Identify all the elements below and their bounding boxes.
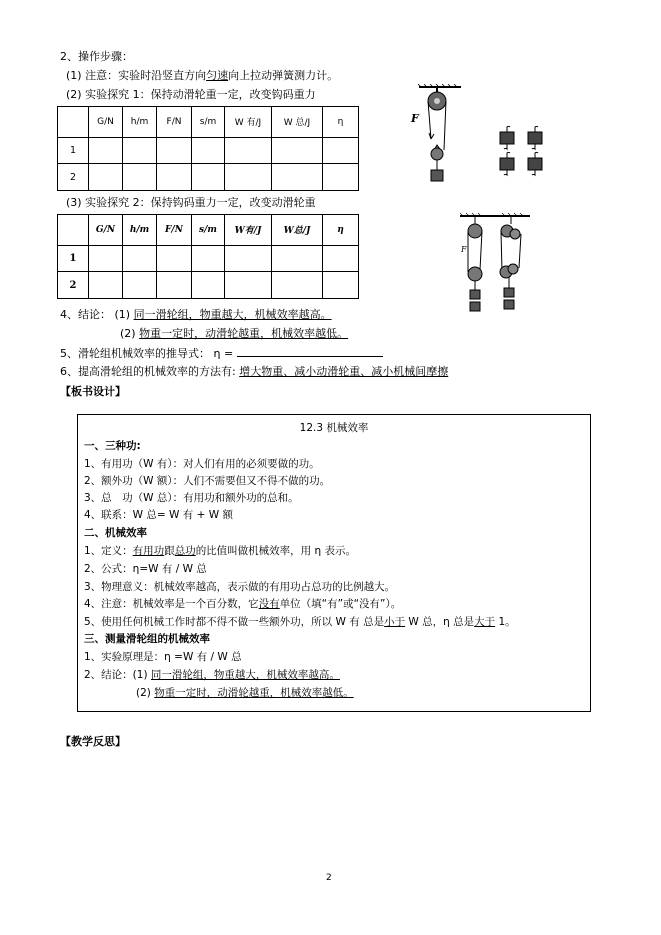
table-header: η (323, 215, 359, 246)
note-line: (1) 注意：实验时沿竖直方向匀速向上拉动弹簧测力计。 (66, 69, 339, 82)
improve-line: 6、提高滑轮组的机械效率的方法有: 增大物重、减小动滑轮重、减小机械间摩擦 (60, 365, 449, 378)
exp2-title: (3) 实验探究 2：保持钩码重力一定，改变动滑轮重 (66, 196, 316, 209)
table-header: s/m (192, 215, 225, 246)
row-number: 2 (58, 272, 89, 299)
table1 (57, 106, 359, 191)
board-line: 3、总 功（W 总）：有用功和额外功的总和。 (84, 492, 299, 504)
row-number: 1 (58, 137, 89, 164)
table-header: W有/J (225, 215, 272, 246)
pulley-figure-2 (455, 212, 535, 316)
formula-line: 5、滑轮组机械效率的推导式： η = (60, 346, 383, 361)
board-line: 2、结论：(1) 同一滑轮组，物重越大，机械效率越高。 (84, 669, 340, 681)
board-line: 1、有用功（W 有）：对人们有用的必须要做的功。 (84, 458, 320, 470)
table-header: G/N (89, 107, 123, 138)
board-line: 3、物理意义：机械效率越高，表示做的有用功占总功的比例越大。 (84, 581, 396, 593)
conclusion-1: 4、结论： (1) 同一滑轮组，物重越大，机械效率越高。 (60, 308, 332, 321)
board-box (77, 414, 591, 712)
row-number: 1 (58, 245, 89, 272)
table-header: η (323, 107, 359, 138)
table-row (58, 137, 359, 164)
table-header: W 有/J (225, 107, 272, 138)
board-line: 1、实验原理是：η =W 有 / W 总 (84, 651, 242, 663)
improve-answer: 增大物重、减小动滑轮重、减小机械间摩擦 (239, 365, 449, 378)
table-header: W总/J (272, 215, 323, 246)
table-header: G/N (89, 215, 123, 246)
steps-heading: 2、操作步骤： (60, 50, 133, 63)
table-header: F/N (157, 107, 192, 138)
table-cell (58, 107, 89, 138)
force-label: F (411, 112, 419, 125)
table-row (58, 245, 359, 272)
section-title: 三、测量滑轮组的机械效率 (84, 633, 210, 645)
exp1-title: (2) 实验探究 1：保持动滑轮重一定，改变钩码重力 (66, 88, 316, 101)
row-number: 2 (58, 164, 89, 191)
table-header: s/m (192, 107, 225, 138)
board-line: 4、注意：机械效率是一个百分数，它没有单位（填“有”或“没有”）。 (84, 598, 402, 610)
board-line: (2) 物重一定时，动滑轮越重，机械效率越低。 (136, 687, 354, 699)
table-cell (58, 215, 89, 246)
table-header: F/N (157, 215, 192, 246)
board-heading: 【板书设计】 (60, 385, 126, 398)
table-row (58, 272, 359, 299)
table2 (57, 214, 359, 299)
section-title: 一、三种功: (84, 440, 141, 452)
reflection-heading: 【教学反思】 (60, 735, 126, 748)
board-line: 1、定义：有用功跟总功的比值叫做机械效率，用 η 表示。 (84, 545, 357, 557)
board-line: 4、联系：W 总= W 有 + W 额 (84, 509, 233, 521)
table-header: W 总/J (272, 107, 323, 138)
note-underline: 匀速 (206, 69, 229, 82)
table-row (58, 164, 359, 191)
board-line: 2、公式：η=W 有 / W 总 (84, 563, 207, 575)
table-row (58, 215, 359, 246)
formula-blank (237, 346, 383, 357)
weights-figure (494, 124, 549, 184)
table-header: h/m (123, 107, 157, 138)
force-label-small: F (461, 245, 467, 254)
board-line: 2、额外功（W 额）：人们不需要但又不得不做的功。 (84, 475, 331, 487)
pulley-figure-1 (405, 84, 475, 189)
board-title: 12.3 机械效率 (299, 422, 369, 434)
board-line: 5、使用任何机械工作时都不得不做一些额外功，所以 W 有 总是小于 W 总，η 总是大于 1。 (84, 616, 516, 628)
table-row (58, 107, 359, 138)
table-header: h/m (123, 215, 157, 246)
page-number: 2 (326, 873, 332, 883)
conclusion-2: (2) 物重一定时，动滑轮越重，机械效率越低。 (120, 327, 349, 340)
section-title: 二、机械效率 (84, 527, 147, 539)
